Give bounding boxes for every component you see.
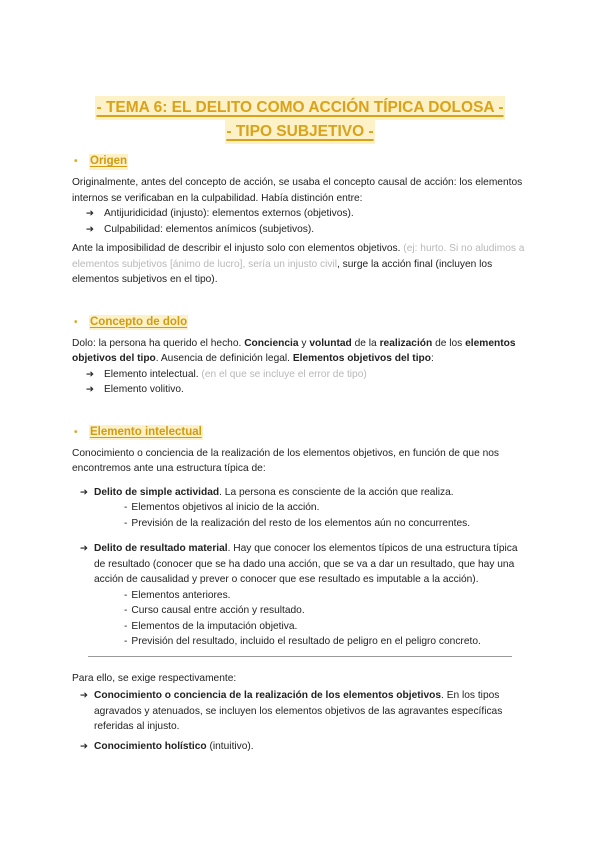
list-item: - Curso causal entre acción y resultado. <box>124 605 305 616</box>
arrow-icon: ➔ <box>86 223 94 235</box>
list-item: - Elementos anteriores. <box>124 589 231 601</box>
bullet-icon: • <box>74 316 78 328</box>
title-line-2: - TIPO SUBJETIVO - <box>225 120 374 144</box>
list-item: ➔ Elemento intelectual. (en el que se incluye el error de tipo) <box>72 367 528 383</box>
arrow-icon: ➔ <box>86 368 94 380</box>
requisitos-list <box>72 688 528 754</box>
exige-paragraph: Para ello, se exige respectivamente: <box>72 672 237 684</box>
arrow-icon: ➔ <box>80 690 88 701</box>
list-item: ➔ Conocimiento o conciencia de la realización de los elementos objetivos. En los tipos agravados y atenuados, se incluyen los elementos objetivos de las agravantes específicas referidas al injusto. <box>80 690 503 732</box>
origen-list <box>72 206 528 237</box>
section-heading-dolo: • Concepto de dolo <box>72 314 528 332</box>
section-heading-intelectual: • Elemento intelectual <box>72 424 528 442</box>
arrow-icon: ➔ <box>80 543 88 554</box>
list-item: ➔ Delito de simple actividad. La persona es consciente de la acción que realiza. - Elementos objetivos al inicio de la acción. - Previsión de la realización del resto de los elementos aún no concurrentes. <box>72 485 528 532</box>
horizontal-divider <box>88 656 512 657</box>
dolo-definition: Dolo: la persona ha querido el hecho. Conciencia y voluntad de la realización de los elementos objetivos del tipo. Ausencia de definición legal. Elementos objetivos del tipo: <box>72 337 516 364</box>
list-item: ➔ Culpabilidad: elementos anímicos (subjetivos). <box>72 222 528 238</box>
list-item: - Previsión de la realización del resto de los elementos aún no concurrentes. <box>124 517 471 529</box>
list-item: ➔ Delito de resultado material. Hay que conocer los elementos típicos de una estructura típica de resultado (conocer que se ha dado una acción, que se va a dar un resultado, que hay una acción de causalidad y prever o conocer que ese resultado es imputable a la acción). - Elementos anteriores. - Curso causal entre acción y resultado. - Elementos de la imputación objetiva. - Previsión del resultado, incluido el resultado de peligro en el peligro concreto. <box>72 541 528 650</box>
arrow-icon: ➔ <box>80 486 88 498</box>
list-item: ➔ Antijuridicidad (injusto): elementos externos (objetivos). <box>72 206 528 222</box>
simple-sublist <box>94 500 528 531</box>
section-heading-origen: • Origen <box>72 153 528 171</box>
arrow-icon: ➔ <box>86 208 94 219</box>
list-item: - Previsión del resultado, incluido el resultado de peligro en el peligro concreto. <box>124 636 481 647</box>
list-item: ➔ Elemento volitivo. <box>72 382 528 398</box>
origen-paragraph: Ante la imposibilidad de describir el injusto solo con elementos objetivos. (ej: hurto. Si no aludimos a elementos subjetivos [ánimo de lucro], sería un injusto civil, surge la acción final (incluyen los elementos subjetivos en el tipo). <box>72 243 525 285</box>
resultado-sublist <box>94 588 528 650</box>
arrow-icon: ➔ <box>86 384 94 395</box>
list-item: ➔ Conocimiento holístico (intuitivo). <box>72 739 528 755</box>
document-body <box>72 153 528 754</box>
title-line-1: - TEMA 6: EL DELITO COMO ACCIÓN TÍPICA DOLOSA - <box>95 96 504 120</box>
arrow-icon: ➔ <box>80 740 88 752</box>
bullet-icon: • <box>74 426 78 438</box>
list-item: - Elementos objetivos al inicio de la acción. <box>124 502 320 513</box>
dolo-list <box>72 367 528 398</box>
estructura-list <box>72 485 528 650</box>
origen-intro: Originalmente, antes del concepto de acción, se usaba el concepto causal de acción: los elementos internos se verificaban en la culpabilidad. Había distinción entre: <box>72 177 523 204</box>
bullet-icon: • <box>74 156 78 168</box>
list-item: - Elementos de la imputación objetiva. <box>124 620 298 632</box>
page-title <box>40 96 560 144</box>
intelectual-intro: Conocimiento o conciencia de la realización de los elementos objetivos, en función de que nos encontremos ante una estructura típica de: <box>72 447 500 474</box>
